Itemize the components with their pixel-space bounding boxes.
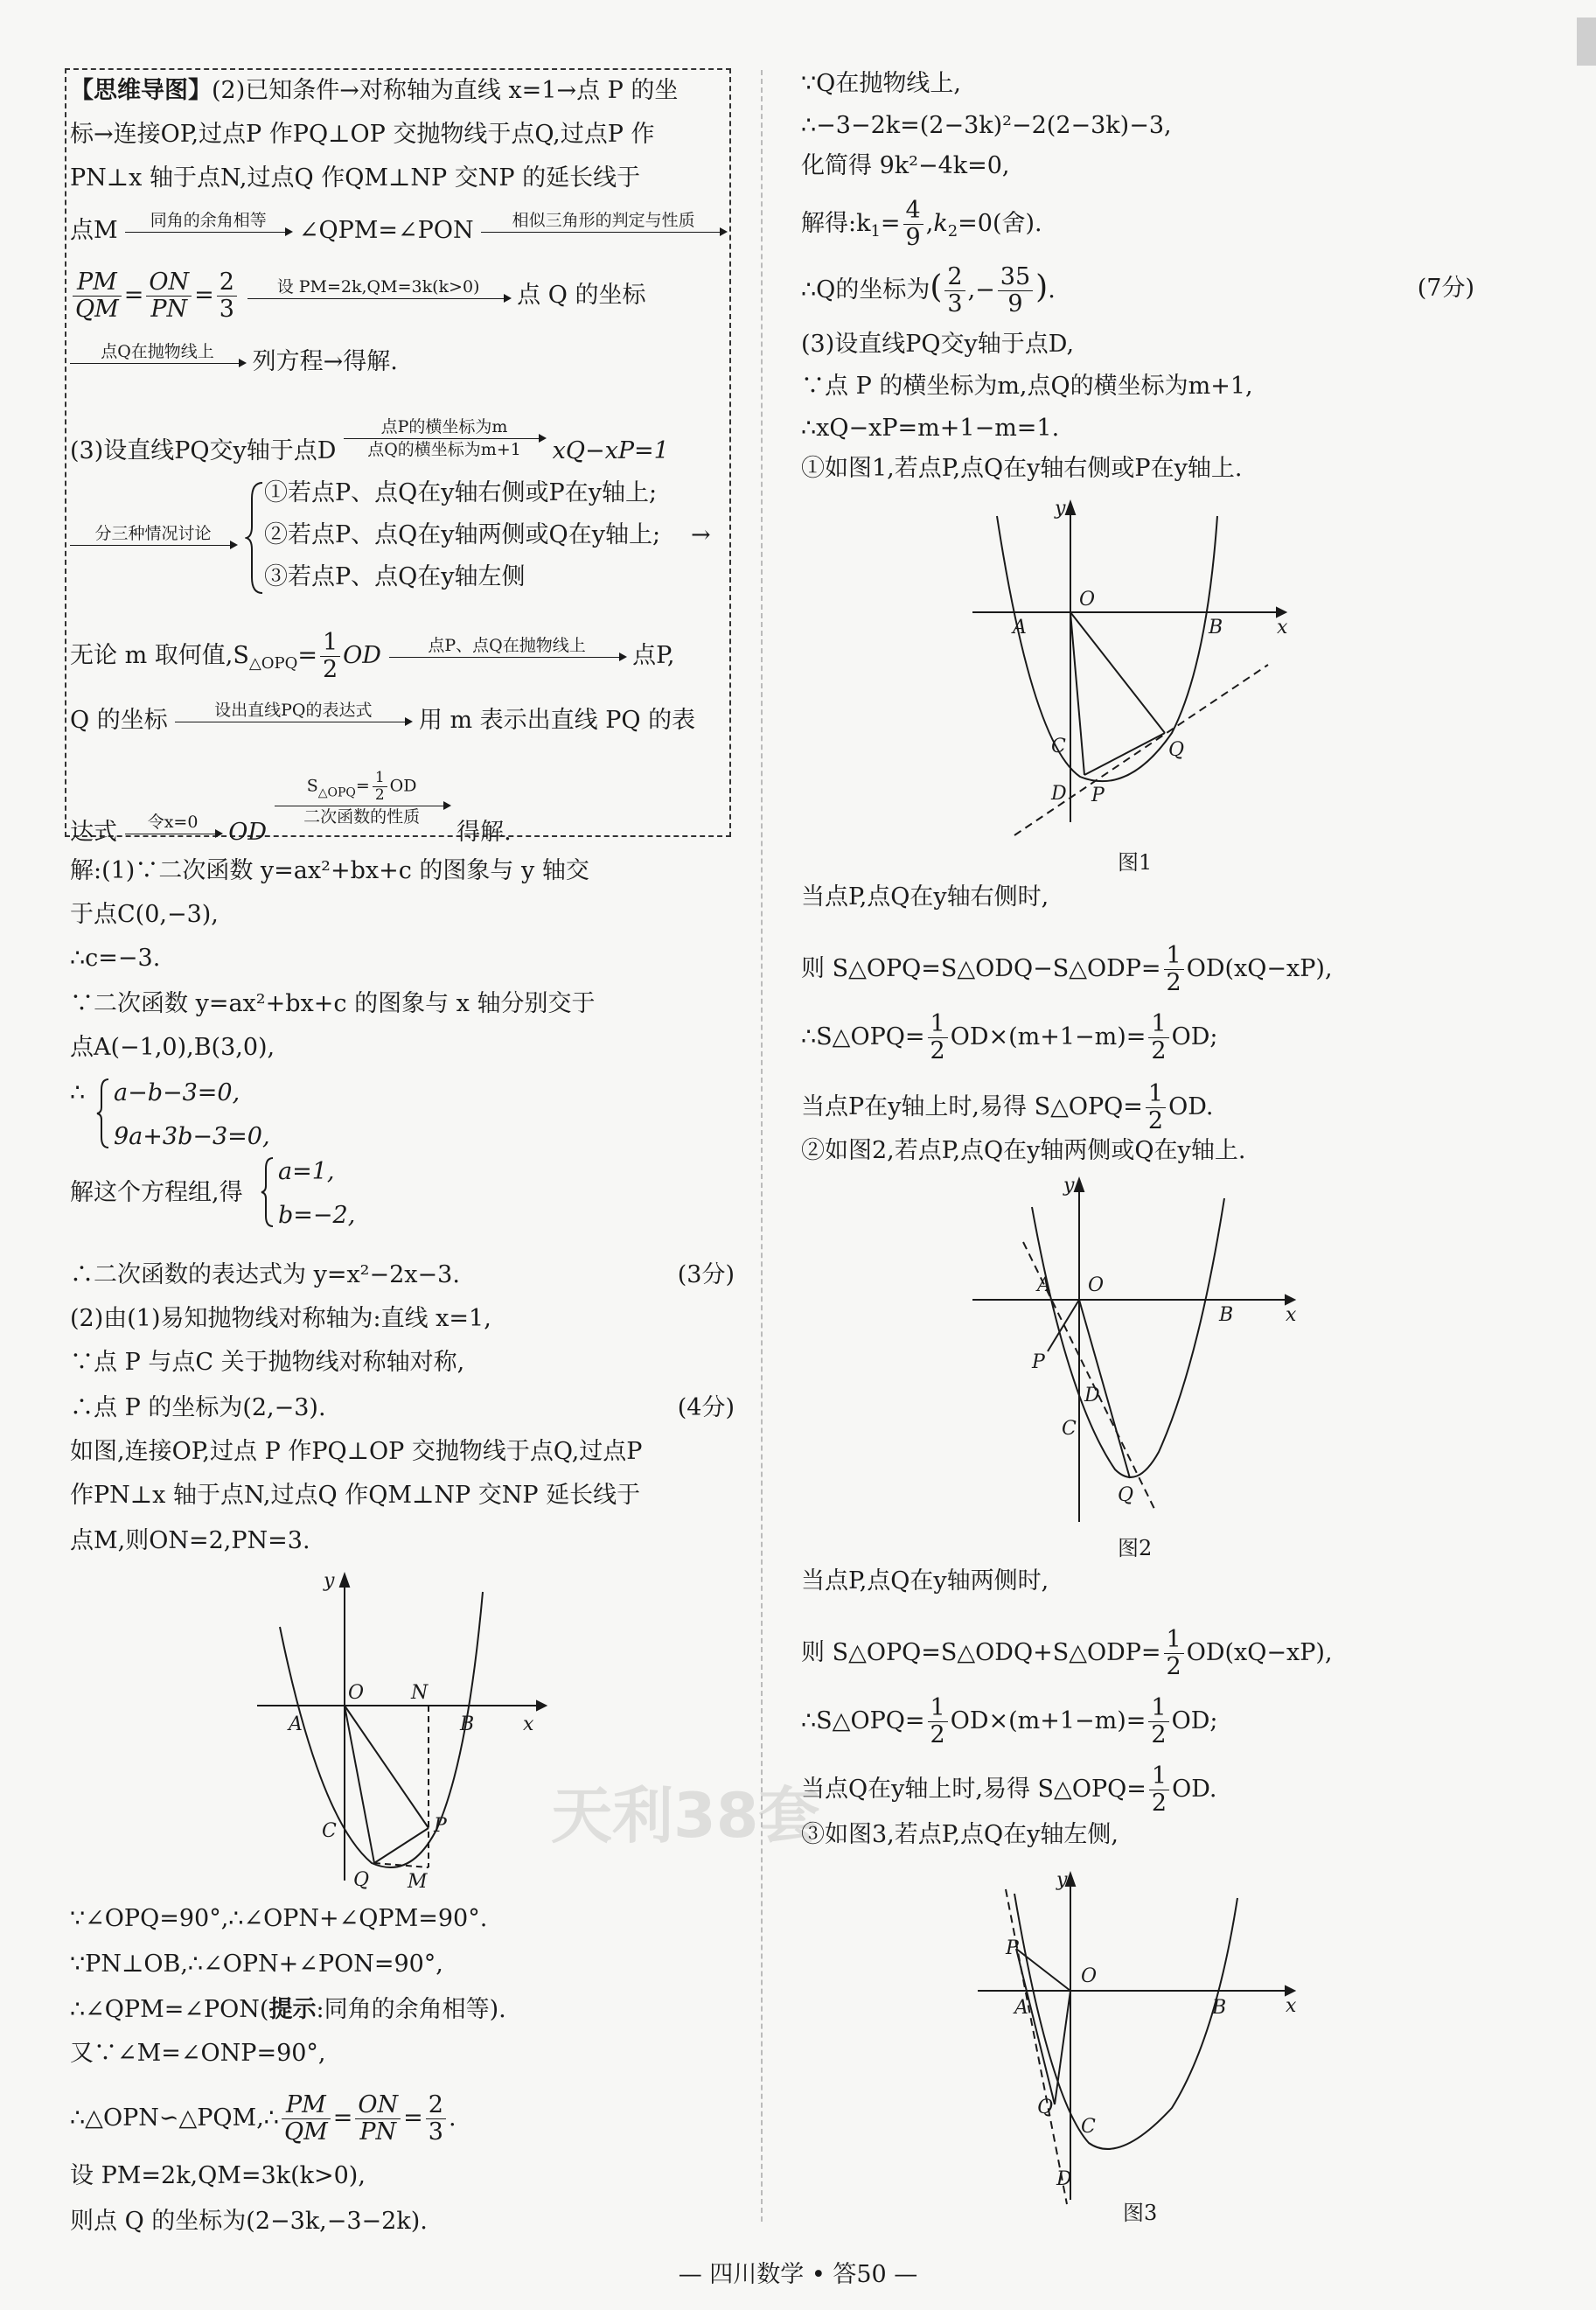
point-label: O (1081, 1965, 1098, 1987)
solution-line: 点M,则ON=2,PN=3. (70, 1527, 310, 1554)
axis-label-x: x (1286, 1304, 1297, 1326)
point-label: B (1212, 1997, 1227, 2019)
arrow-label: $S_{\triangle OPQ}=$ $\frac{1}{2}$ OD 二次函数的性质 (275, 770, 450, 827)
column-divider (761, 70, 763, 2222)
point-label: Q (1168, 739, 1185, 761)
arrow-label: 点P的横坐标为m 点Q的横坐标为m+1 (344, 418, 545, 459)
left-column (70, 0, 735, 2239)
solution-line: ∴点 P 的坐标为(2,−3). (4分) (70, 1394, 735, 1421)
solution-line: 则 S△OPQ=S△ODQ+S△ODP= $\frac{1}{2}$ OD(xQ−xP), (801, 1626, 1333, 1681)
score-label: (3分) (677, 1261, 735, 1288)
point-label: A (1037, 1274, 1051, 1296)
score-label: (4分) (677, 1394, 735, 1421)
figure-0 (254, 1566, 551, 1889)
figure-3 (971, 1863, 1303, 2213)
solution-line: ∴△OPN∽△PQM,∴ $\frac{PM}{QM}$ = $\frac{ON}{PN}$ = $\frac{2}{3}$ . (70, 2091, 456, 2146)
axis-label-x: x (1286, 1995, 1297, 2017)
point-label: B (1209, 617, 1223, 639)
point-label: Q (1037, 2097, 1054, 2118)
figure-3-caption: 图3 (1123, 2201, 1158, 2225)
solution-line: ∴∠QPM=∠PON(提示:同角的余角相等). (70, 1996, 506, 2023)
brace-icon (261, 1156, 275, 1228)
mind-map-line-11: 达式 令x=0 OD $S_{\triangle OPQ}=$ $\frac{1}{2}$ OD 二次函数的性质 得解. (70, 769, 512, 847)
axis-label-x: x (1277, 617, 1288, 639)
solution-line: 解:(1)∵二次函数 y=ax²+bx+c 的图象与 y 轴交 (70, 857, 589, 884)
solution-line: ∴S△OPQ= $\frac{1}{2}$ OD×(m+1−m)= $\frac{1}{2}$ OD; (801, 1010, 1218, 1065)
svg-text:天利38套: 天利38套 (551, 1780, 820, 1852)
figure-1 (971, 490, 1303, 840)
axis-label-y: y (324, 1570, 335, 1592)
solution-line: ∴二次函数的表达式为 y=x²−2x−3. (3分) (70, 1261, 735, 1288)
solution-line: 则点 Q 的坐标为(2−3k,−3−2k). (70, 2208, 428, 2235)
mind-map-line-10: Q 的坐标 设出直线PQ的表达式 用 m 表示出直线 PQ 的表 (70, 701, 696, 734)
solution-line: ∴Q的坐标为( $\frac{2}{3}$ ,− $\frac{35}{9}$ ). (7分) (801, 263, 1474, 318)
point-label: O (1088, 1274, 1105, 1296)
solution-line: 于点C(0,−3), (70, 901, 219, 928)
point-label: P (1006, 1937, 1019, 1959)
page-edge-tab (1577, 17, 1596, 66)
solution-line: ∴S△OPQ= $\frac{1}{2}$ OD×(m+1−m)= $\frac{1}{2}$ OD; (801, 1694, 1218, 1749)
solution-line: 则 S△OPQ=S△ODQ−S△ODP= $\frac{1}{2}$ OD(xQ−xP), (801, 942, 1333, 997)
mind-map-line-4: 点M 同角的余角相等 ∠QPM=∠PON 相似三角形的判定与性质 (70, 219, 726, 245)
axis-label-y: y (1055, 498, 1066, 520)
brace-icon (245, 481, 264, 595)
solution-line: ∵PN⊥OB,∴∠OPN+∠PON=90°, (70, 1951, 443, 1978)
mind-map-line-2: 标→连接OP,过点P 作PQ⊥OP 交抛物线于点Q,过点P 作 (70, 121, 655, 148)
solution-line: ∴−3−2k=(2−3k)²−2(2−3k)−3, (801, 112, 1172, 139)
solution-line: ①如图1,若点P,点Q在y轴右侧或P在y轴上. (801, 455, 1243, 482)
arrow-label: 点Q在抛物线上 (70, 343, 245, 364)
solution-line: 当点P,点Q在y轴右侧时, (801, 883, 1049, 911)
solution-line: ③如图3,若点P,点Q在y轴左侧, (801, 1821, 1119, 1848)
arrow-label: 设出直线PQ的表达式 (175, 701, 411, 722)
point-label: C (1081, 2116, 1096, 2138)
solution-line: ∵点 P 的横坐标为m,点Q的横坐标为m+1, (801, 373, 1253, 400)
point-label: D (1051, 783, 1067, 805)
solution-line: 又∵∠M=∠ONP=90°, (70, 2040, 326, 2067)
solution-line: 化简得 9k²−4k=0, (801, 152, 1010, 179)
point-label: O (1079, 589, 1096, 611)
mind-map-label: 【思维导图】 (70, 77, 212, 104)
solution-line: 如图,连接OP,过点 P 作PQ⊥OP 交抛物线于点Q,过点P (70, 1438, 643, 1465)
figure-1-caption: 图1 (1118, 850, 1153, 875)
arrow-label: 分三种情况讨论 (70, 525, 236, 546)
point-label: M (408, 1871, 428, 1889)
arrow-label: 令x=0 (125, 813, 221, 834)
arrow-label: 相似三角形的判定与性质 (481, 212, 726, 233)
arrow-label: 点P、点Q在抛物线上 (389, 637, 625, 658)
point-label: B (460, 1713, 475, 1735)
point-label: B (1219, 1304, 1234, 1326)
solution-line: (2)由(1)易知抛物线对称轴为:直线 x=1, (70, 1305, 491, 1332)
mind-map-line-8: 分三种情况讨论 ①若点P、点Q在y轴右侧或P在y轴上; ②若点P、点Q在y轴两侧或Q在y轴上; → ③若点P、点Q在y轴左侧 (70, 481, 236, 507)
axis-label-y: y (1063, 1175, 1075, 1197)
point-label: D (1084, 1385, 1100, 1406)
point-label: P (1091, 785, 1105, 806)
figure-2 (971, 1172, 1303, 1539)
arrow-label: 设 PM=2k,QM=3k(k>0) (247, 278, 510, 299)
point-label: A (1014, 1997, 1028, 2019)
solution-line: 点A(−1,0),B(3,0), (70, 1034, 275, 1061)
solution-line: 作PN⊥x 轴于点N,过点Q 作QM⊥NP 交NP 延长线于 (70, 1482, 641, 1509)
point-label: C (1051, 736, 1066, 757)
point-label: Q (1118, 1484, 1134, 1506)
point-label: P (1032, 1351, 1045, 1373)
point-label: N (411, 1682, 429, 1704)
point-label: O (348, 1682, 365, 1704)
point-label: A (289, 1713, 303, 1735)
solution-line: 当点P在y轴上时,易得 S△OPQ= $\frac{1}{2}$ OD. (801, 1080, 1214, 1135)
solution-line: 解这个方程组,得 a=1, b=−2, (70, 1158, 356, 1229)
axis-label-y: y (1056, 1869, 1068, 1891)
point-label: A (1013, 617, 1027, 639)
brace-icon (96, 1078, 110, 1149)
point-label: C (1062, 1418, 1077, 1440)
arrow-label: 同角的余角相等 (125, 212, 291, 233)
point-label: Q (353, 1869, 370, 1889)
solution-line: ∵Q在抛物线上, (801, 70, 961, 97)
mind-map-line-3: PN⊥x 轴于点N,过点Q 作QM⊥NP 交NP 的延长线于 (70, 164, 641, 192)
mind-map-line-6: 点Q在抛物线上 列方程→得解. (70, 350, 398, 376)
solution-line: 解得$:k_1=$ $\frac{4}{9}$ $,k_2=0$(舍). (801, 197, 1042, 252)
mind-map-line-5: $\frac{PM}{QM}$ = $\frac{ON}{PN}$ = $\frac{2}{3}$ 设 PM=2k,QM=3k(k>0) 点 Q 的坐标 (70, 269, 645, 323)
solution-line: 当点Q在y轴上时,易得 S△OPQ= $\frac{1}{2}$ OD. (801, 1762, 1217, 1818)
solution-line: ∴xQ−xP=m+1−m=1. (801, 415, 1060, 442)
page-footer: — 四川数学 • 答50 — (678, 2261, 918, 2288)
fraction: $\frac{PM}{QM}$ (73, 269, 122, 323)
point-label: C (322, 1820, 337, 1842)
solution-line: (3)设直线PQ交y轴于点D, (801, 331, 1075, 358)
axis-label-x: x (523, 1713, 534, 1735)
solution-line: 当点P,点Q在y轴两侧时, (801, 1567, 1049, 1595)
solution-line: ∴c=−3. (70, 945, 161, 972)
mind-map-line-1: 【思维导图】(2)已知条件→对称轴为直线 x=1→点 P 的坐 (70, 77, 679, 104)
mind-map-line-9: 无论 m 取何值$,S_{\triangle OPQ}=$ $\frac{1}{2}$ OD 点P、点Q在抛物线上 点P, (70, 629, 675, 684)
solution-line: ∵点 P 与点C 关于抛物线对称轴对称, (70, 1349, 465, 1376)
solution-line: 设 PM=2k,QM=3k(k>0), (70, 2162, 366, 2189)
solution-line: ∵二次函数 y=ax²+bx+c 的图象与 x 轴分别交于 (70, 990, 596, 1017)
system-equations: ∴ a−b−3=0, 9a+3b−3=0, (70, 1079, 270, 1150)
point-label: D (1056, 2168, 1072, 2190)
solution-line: ②如图2,若点P,点Q在y轴两侧或Q在y轴上. (801, 1137, 1246, 1164)
solution-line: ∵∠OPQ=90°,∴∠OPN+∠QPM=90°. (70, 1905, 488, 1932)
point-label: P (434, 1815, 447, 1837)
mind-map-line-7: (3)设直线PQ交y轴于点D 点P的横坐标为m 点Q的横坐标为m+1 xQ−xP=1 (70, 417, 669, 464)
score-label: (7分) (1417, 275, 1474, 302)
figure-2-caption: 图2 (1118, 1536, 1153, 1560)
